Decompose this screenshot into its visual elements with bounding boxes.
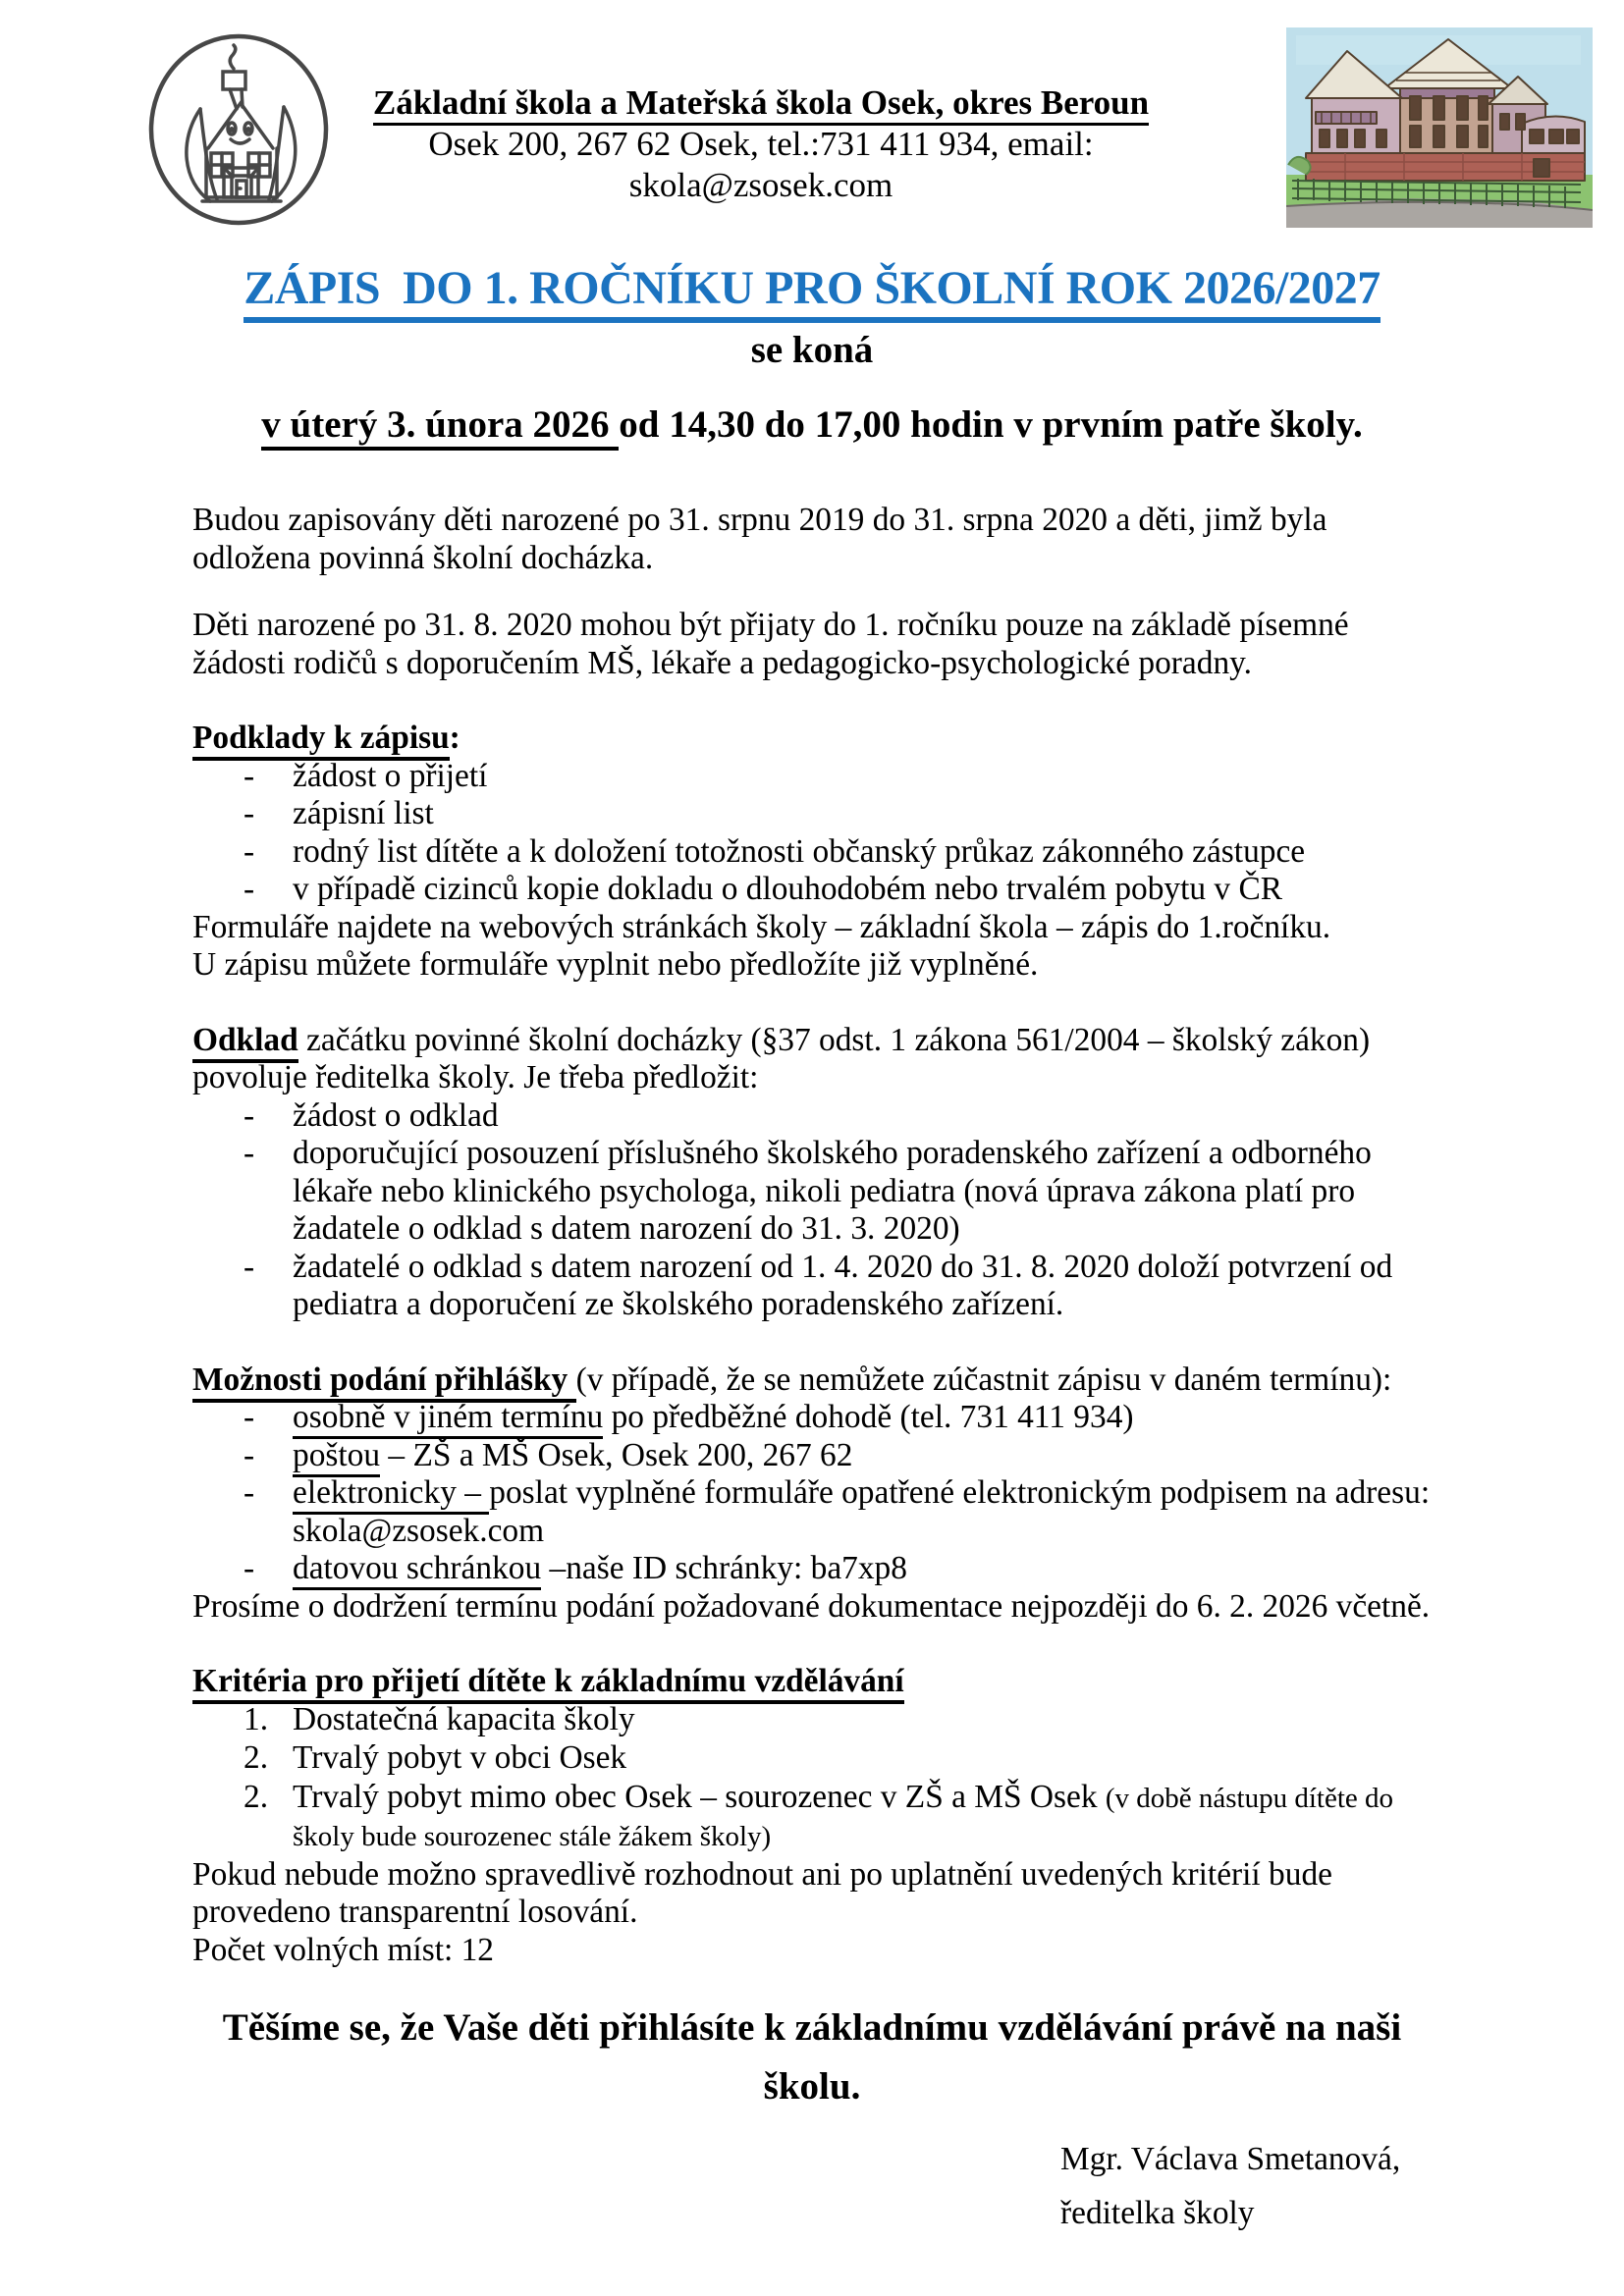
event-date: v úterý 3. února 2026 (261, 403, 619, 451)
event-date-line (192, 401, 1432, 449)
bullet-dash: - (244, 1399, 255, 1435)
numbered-item (192, 1779, 1432, 1856)
option-method: poštou (293, 1437, 380, 1477)
bullet-dash: - (244, 1096, 255, 1134)
bullet-dash: - (244, 1436, 255, 1473)
kriteria-list (192, 1701, 1432, 1856)
school-logo-drawing (145, 32, 332, 227)
list-item (192, 1474, 1432, 1550)
list-item (192, 795, 1432, 833)
list-item (192, 1399, 1432, 1437)
list-item-text: doporučující posouzení příslušného školského poradenského zařízení a odborného lékaře nebo klinického psychologa, nikoli pediatra (nová úprava zákona platí pro žadatele o odklad s datem narození do 31. 3. 2020) (293, 1135, 1372, 1247)
school-name (324, 82, 1198, 124)
event-time-place: od 14,30 do 17,00 hodin v prvním patře školy. (619, 403, 1363, 446)
lottery-note: Pokud nebude možno spravedlivě rozhodnout ani po uplatnění uvedených kritérií bude provedeno transparentní losování. (192, 1855, 1332, 1930)
list-item (192, 1249, 1432, 1324)
bullet-dash: - (244, 757, 255, 794)
option-detail: – ZŠ a MŠ Osek, Osek 200, 267 62 (380, 1436, 853, 1473)
school-building-image (1286, 27, 1593, 228)
school-building-drawing (1286, 27, 1593, 228)
school-logo (145, 32, 332, 227)
option-detail: po předběžné dohodě (tel. 731 411 934) (603, 1399, 1134, 1435)
school-name-text: Základní škola a Mateřská škola Osek, okres Beroun (373, 83, 1149, 126)
list-item-text: žádost o přijetí (293, 757, 488, 794)
option-method: elektronicky – (293, 1474, 489, 1515)
list-item-text: rodný list dítěte a k doložení totožnosti občanský průkaz zákonného zástupce (293, 832, 1306, 870)
kriteria-heading-line (192, 1663, 1432, 1701)
bullet-dash: - (244, 1474, 255, 1511)
moznosti-intro-text: (v případě, že se nemůžete zúčastnit zápisu v daném termínu): (575, 1361, 1392, 1398)
signature-role: ředitelka školy (1060, 2195, 1255, 2231)
moznosti-list (192, 1399, 1432, 1588)
podklady-heading-line (192, 720, 1432, 758)
forms-note-1: Formuláře najdete na webových stránkách školy – základní škola – zápis do 1.ročníku. (192, 908, 1331, 945)
intro-paragraph-2: Děti narozené po 31. 8. 2020 mohou být přijaty do 1. ročníku pouze na základě písemné žádosti rodičů s doporučením MŠ, lékaře a pedagogicko-psychologické poradny. (192, 607, 1349, 681)
criterion-text: Dostatečná kapacita školy (293, 1700, 635, 1737)
list-item (192, 758, 1432, 796)
odklad-intro-text: začátku povinné školní docházky (§37 odst. 1 zákona 561/2004 – školský zákon) povoluje ředitelka školy. Je třeba předložit: (192, 1021, 1371, 1095)
odklad-list (192, 1097, 1432, 1324)
list-item-text: žádost o odklad (293, 1096, 499, 1134)
odklad-paragraph (192, 1022, 1432, 1097)
bullet-dash: - (244, 1135, 255, 1171)
list-item (192, 1437, 1432, 1475)
podklady-list (192, 758, 1432, 909)
kriteria-heading: Kritéria pro přijetí dítěte k základnímu vzdělávání (192, 1663, 904, 1704)
option-detail: poslat vyplněné formuláře opatřené elektronickým podpisem na adresu: skola@zsosek.com (293, 1474, 1431, 1549)
list-item-text: v případě cizinců kopie dokladu o dlouhodobém nebo trvalém pobytu v ČR (293, 871, 1283, 907)
school-address: Osek 200, 267 62 Osek, tel.:731 411 934, email: skola@zsosek.com (428, 125, 1094, 204)
signature-name: Mgr. Václava Smetanová, (1060, 2141, 1401, 2177)
letterhead (324, 82, 1198, 206)
bullet-dash: - (244, 795, 255, 831)
moznosti-heading: Možnosti podání přihlášky (192, 1362, 576, 1403)
forms-note-2: U zápisu můžete formuláře vyplnit nebo předložíte již vyplněné. (192, 946, 1039, 983)
numbered-item (192, 1739, 1432, 1779)
bullet-dash: - (244, 871, 255, 907)
list-item (192, 833, 1432, 872)
criterion-text: Trvalý pobyt mimo obec Osek – sourozenec v ZŠ a MŠ Osek (293, 1778, 1106, 1815)
bullet-dash: - (244, 832, 255, 870)
item-number: 1. (244, 1700, 269, 1737)
signature-block (192, 2132, 1432, 2240)
capacity-note: Počet volných míst: 12 (192, 1931, 494, 1968)
criterion-text: Trvalý pobyt v obci Osek (293, 1739, 627, 1776)
moznosti-paragraph (192, 1362, 1432, 1400)
option-method: osobně v jiném termínu (293, 1399, 603, 1439)
item-number: 2. (244, 1778, 269, 1815)
numbered-item (192, 1701, 1432, 1740)
page-title: ZÁPIS DO 1. ROČNÍKU PRO ŠKOLNÍ ROK 2026/2027 (244, 263, 1380, 323)
criterion-note: (v době nástupu dítěte do školy bude sourozenec stále žákem školy) (293, 1782, 1394, 1852)
deadline-note: Prosíme o dodržení termínu podání požadované dokumentace nejpozději do 6. 2. 2026 včetně. (192, 1587, 1431, 1625)
subtitle: se koná (750, 329, 874, 371)
document-body (192, 253, 1432, 2240)
podklady-heading: Podklady k zápisu (192, 720, 450, 761)
podklady-heading-colon: : (449, 720, 460, 756)
list-item-text: zápisní list (293, 795, 434, 831)
odklad-heading: Odklad (192, 1022, 298, 1063)
closing-statement: Těšíme se, že Vaše děti přihlásíte k základnímu vzdělávání právě na naši školu. (222, 2006, 1402, 2108)
option-method: datovou schránkou (293, 1550, 541, 1590)
item-number: 2. (244, 1739, 269, 1776)
list-item-text: žadatelé o odklad s datem narození od 1. 4. 2020 do 31. 8. 2020 doloží potvrzení od pediatra a doporučení ze školského poradenského zařízení. (293, 1248, 1393, 1322)
bullet-dash: - (244, 1550, 255, 1586)
option-detail: –naše ID schránky: ba7xp8 (541, 1550, 907, 1586)
intro-paragraph-1: Budou zapisovány děti narozené po 31. srpnu 2019 do 31. srpna 2020 a děti, jimž byla odložena povinná školní docházka. (192, 502, 1327, 576)
bullet-dash: - (244, 1248, 255, 1285)
list-item (192, 1097, 1432, 1136)
list-item (192, 871, 1432, 909)
list-item (192, 1550, 1432, 1588)
list-item (192, 1135, 1432, 1249)
